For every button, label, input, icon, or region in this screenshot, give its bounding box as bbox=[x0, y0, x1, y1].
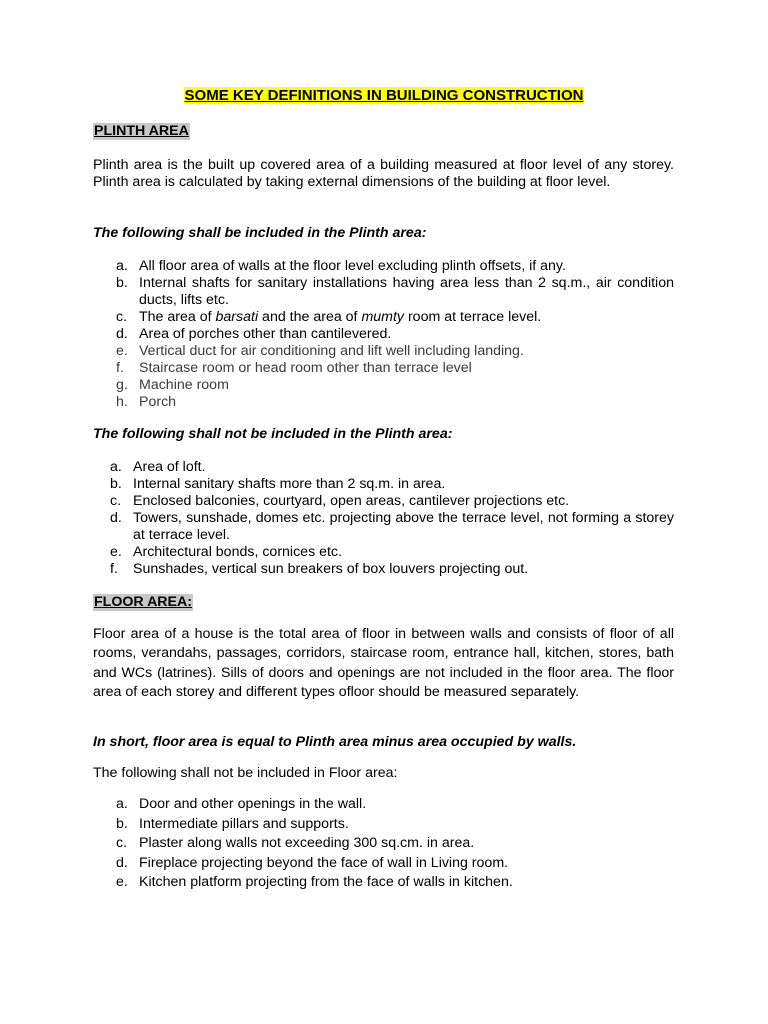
plinth-area-heading: PLINTH AREA bbox=[94, 123, 189, 139]
floor-area-heading: FLOOR AREA: bbox=[94, 594, 192, 610]
list-item: e. Kitchen platform projecting from the face of walls in kitchen. bbox=[116, 874, 513, 890]
plinth-heading-block bbox=[93, 123, 674, 140]
floor-heading-block bbox=[93, 594, 674, 611]
plinth-included-list bbox=[93, 258, 674, 411]
list-item: b. Internal sanitary shafts more than 2 sq.m. in area. bbox=[110, 476, 446, 492]
list-item: g. Machine room bbox=[116, 377, 229, 393]
floor-excluded-list bbox=[93, 795, 674, 893]
list-item: b. Intermediate pillars and supports. bbox=[116, 815, 349, 832]
list-item: d. Fireplace projecting beyond the face of wall in Living room. bbox=[116, 854, 509, 871]
plinth-excluded-heading: The following shall not be included in the Plinth area: bbox=[93, 426, 453, 442]
list-item: f. Staircase room or head room other than terrace level bbox=[116, 360, 472, 376]
plinth-area-paragraph: Plinth area is the built up covered area of a building measured at floor level of any storey. Plinth area is calculated by taking external dimensions of the building at floor level. bbox=[93, 157, 674, 190]
floor-area-paragraph: Floor area of a house is the total area of floor in between walls and consists of floor of all rooms, verandahs, passages, corridors, staircase room, entrance hall, kitchen, stores, bath and WCs (latrines). Sills of doors and openings are not included in the floor area. The floor area of each storey and different types ofloor should be measured separately. bbox=[93, 626, 674, 700]
list-item: a. All floor area of walls at the floor level excluding plinth offsets, if any. bbox=[116, 258, 566, 274]
title-block bbox=[0, 87, 768, 105]
plinth-included-heading: The following shall be included in the Plinth area: bbox=[93, 225, 427, 241]
list-item: e. Architectural bonds, cornices etc. bbox=[110, 544, 342, 560]
list-item: d. Area of porches other than cantilevered. bbox=[116, 326, 392, 342]
plinth-excluded-list bbox=[93, 459, 674, 578]
document-title: SOME KEY DEFINITIONS IN BUILDING CONSTRUCTION bbox=[184, 87, 584, 104]
list-item: f. Sunshades, vertical sun breakers of box louvers projecting out. bbox=[110, 561, 529, 577]
list-item: a. Area of loft. bbox=[110, 459, 206, 475]
floor-excluded-heading: The following shall not be included in Floor area: bbox=[93, 765, 398, 781]
list-item: d. Towers, sunshade, domes etc. projecting above the terrace level, not forming a storey at terrace level. bbox=[110, 510, 674, 543]
list-item: e. Vertical duct for air conditioning and lift well including landing. bbox=[116, 343, 524, 359]
list-item: c. Plaster along walls not exceeding 300 sq.cm. in area. bbox=[116, 835, 475, 851]
list-item: a. Door and other openings in the wall. bbox=[116, 796, 367, 812]
floor-area-short-note: In short, floor area is equal to Plinth area minus area occupied by walls. bbox=[93, 734, 577, 750]
list-item: c. Enclosed balconies, courtyard, open areas, cantilever projections etc. bbox=[110, 493, 570, 509]
list-item: h. Porch bbox=[116, 394, 177, 410]
list-item: c. The area of barsati and the area of mumty room at terrace level. bbox=[116, 309, 542, 325]
list-item: b. Internal shafts for sanitary installations having area less than 2 sq.m., air condition ducts, lifts etc. bbox=[116, 275, 674, 308]
